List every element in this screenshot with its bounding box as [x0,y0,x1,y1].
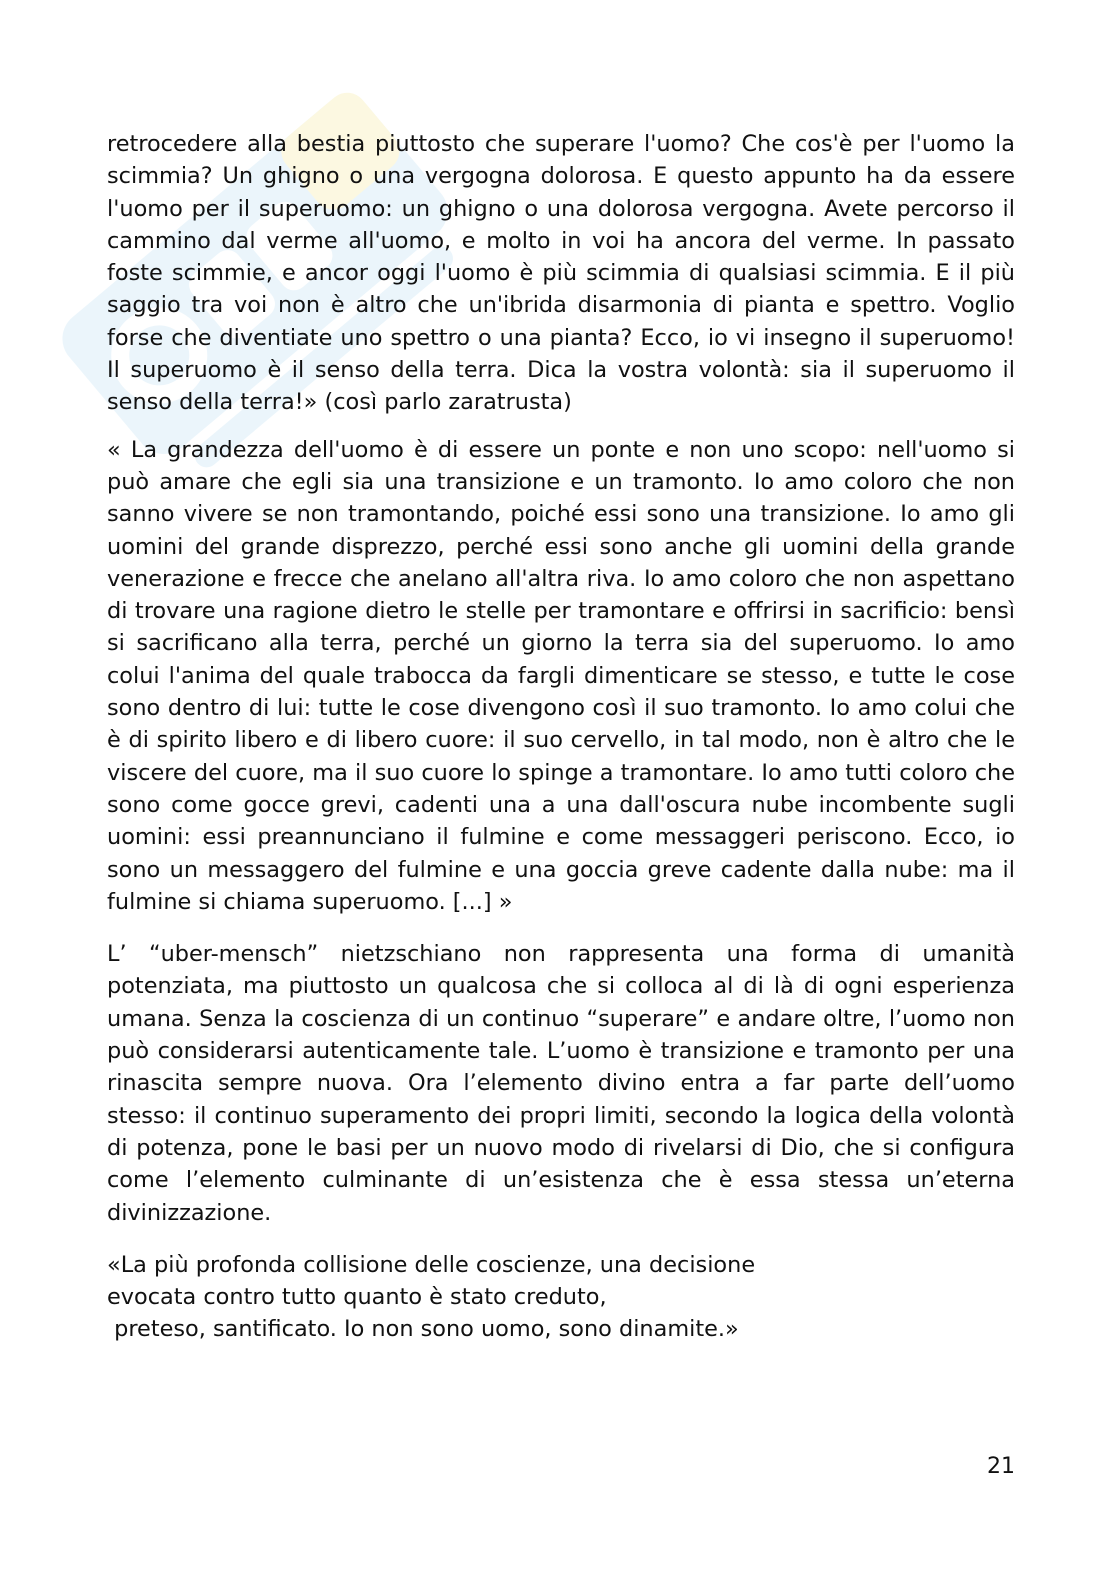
closing-quote-line: preteso, santificato. Io non sono uomo, sono dinamite.» [107,1316,739,1343]
closing-quote-line: «La più profonda collisione delle coscienze, una decisione [107,1251,756,1278]
paragraph-quote-ending: retrocedere alla bestia piuttosto che superare l'uomo? Che cos'è per l'uomo la scimmia? Un ghigno o una vergogna dolorosa. E questo appunto ha da essere l'uomo per il superuomo: un ghigno o una dolorosa vergogna. Avete percorso il cammino dal verme all'uomo, e molto in voi ha ancora del verme. In passato foste scimmie, e ancor oggi l'uomo è più scimmia di qualsiasi scimmia. E il più saggio tra voi non è altro che un'ibrida disarmonia di pianta e spettro. Voglio forse che diventiate uno spettro o una pianta? Ecco, io vi insegno il superuomo! Il superuomo è il senso della terra. Dica la vostra volontà: sia il superuomo il senso della terra!» (così parlo zaratrusta) [107,131,1015,416]
paragraph-commentary: L’ “uber-mensch” nietzschiano non rappresenta una forma di umanità potenziata, ma piuttosto un qualcosa che si colloca al di là di ogni esperienza umana. Senza la coscienza di un continuo “superare” e andare oltre, l’uomo non può considerarsi autenticamente tale. L’uomo è transizione e tramonto per una rinascita sempre nuova. Ora l’elemento divino entra a far parte dell’uomo stesso: il continuo superamento dei propri limiti, secondo la logica della volontà di potenza, pone le basi per un nuovo modo di rivelarsi di Dio, che si configura come l’elemento culminante di un’esistenza che è essa stessa un’eterna divinizzazione. [107,941,1015,1226]
page-number: 21 [987,1454,1015,1479]
closing-quote-line: evocata contro tutto quanto è stato creduto, [107,1284,607,1311]
closing-quote [107,1249,1015,1346]
paragraph-quote-greatness: « La grandezza dell'uomo è di essere un ponte e non uno scopo: nell'uomo si può amare che egli sia una transizione e un tramonto. Io amo coloro che non sanno vivere se non tramontando, poiché essi sono una transizione. Io amo gli uomini del grande disprezzo, perché essi sono anche gli uomini della grande venerazione e frecce che anelano all'altra riva. Io amo coloro che non aspettano di trovare una ragione dietro le stelle per tramontare e offrirsi in sacrificio: bensì si sacrificano alla terra, perché un giorno la terra sia del superuomo. Io amo colui l'anima del quale trabocca da fargli dimenticare se stesso, e tutte le cose sono dentro di lui: tutte le cose divengono così il suo tramonto. Io amo colui che è di spirito libero e di libero cuore: il suo cervello, in tal modo, non è altro che le viscere del cuore, ma il suo cuore lo spinge a tramontare. Io amo tutti coloro che sono come gocce grevi, cadenti una a una dall'oscura nube incombente sugli uomini: essi preannunciano il fulmine e come messaggeri periscono. Ecco, io sono un messaggero del fulmine e una goccia greve cadente dalla nube: ma il fulmine si chiama superuomo. [...] » [107,436,1015,915]
page-body [107,128,1015,1346]
